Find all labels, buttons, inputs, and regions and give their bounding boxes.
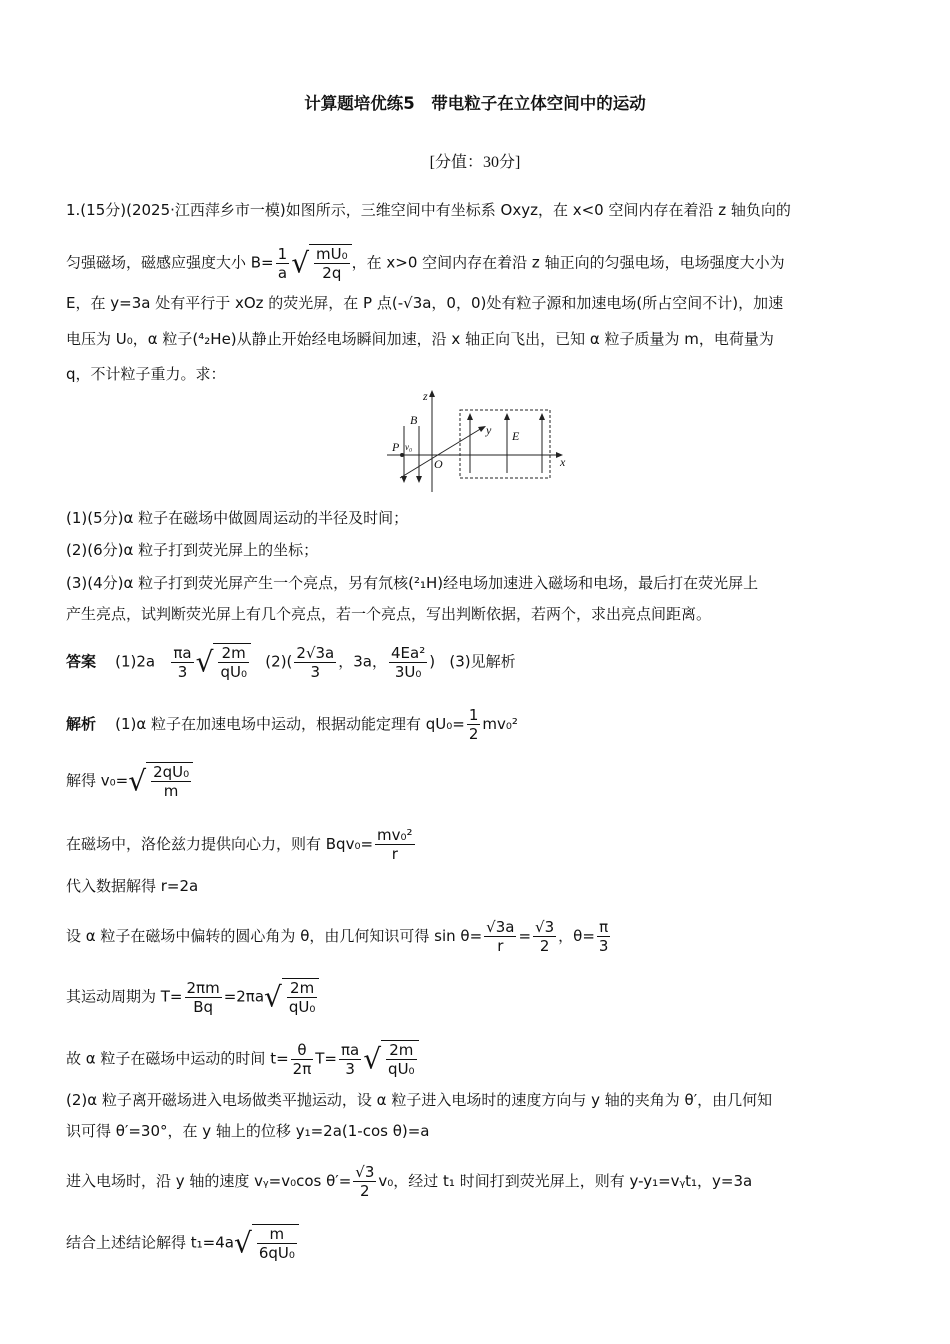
sub-question-1: (1)(5分)α 粒子在磁场中做圆周运动的半径及时间； xyxy=(66,509,409,527)
label-B: B xyxy=(410,413,418,427)
label-x: x xyxy=(560,455,566,469)
label-v0: v₀ xyxy=(405,442,413,452)
solution-s9b: v₀，经过 t₁ 时间打到荧光屏上，则有 y-y₁=vᵧt₁，y=3a xyxy=(378,1172,753,1190)
sub-question-3a: (3)(4分)α 粒子打到荧光屏产生一个亮点，另有氘核(²₁H)经电场加速进入磁场和电场，最后打在荧光屏上 xyxy=(66,574,759,592)
sub-question-2: (2)(6分)α 粒子打到荧光屏上的坐标； xyxy=(66,541,319,559)
frac-num: π xyxy=(597,918,611,937)
q1-line4: 电压为 U₀，α 粒子(⁴₂He)从静止开始经电场瞬间加速，沿 x 轴正向飞出，已知 α 粒子质量为 m，电荷量为 xyxy=(66,330,774,348)
frac-num: 2m xyxy=(287,979,318,998)
solution-s5b: ，θ= xyxy=(558,927,595,945)
q1-line5: q，不计粒子重力。求： xyxy=(66,365,226,383)
label-E: E xyxy=(512,429,520,443)
frac-num: 1 xyxy=(468,706,479,724)
frac-2pim-Bq xyxy=(185,979,222,1016)
frac-den: m xyxy=(163,782,179,800)
frac-num: 2m xyxy=(218,644,249,663)
solution-s7: 故 α 粒子在磁场中运动的时间 t= xyxy=(66,1049,289,1068)
label-y: y xyxy=(486,423,492,437)
frac-pia-3 xyxy=(339,1041,361,1078)
solution-line-10 xyxy=(66,1224,299,1262)
frac-den: 2q xyxy=(322,264,342,282)
score-label: [分值：30分] xyxy=(429,154,521,171)
answer-3: (3)见解析 xyxy=(449,652,516,671)
frac-num: 2πm xyxy=(186,978,220,997)
frac-den: 3 xyxy=(310,662,321,681)
solution-s10: 结合上述结论解得 t₁=4a xyxy=(66,1233,234,1252)
frac-num: m xyxy=(257,1225,297,1244)
sqrt-2m-qU0: √ $\frac{2m}{\text{qU₀}}$ xyxy=(363,1040,418,1078)
sqrt-2m-qU0: √ $\frac{2m}{\text{qU₀}}$ xyxy=(196,643,251,681)
q1-line1: 1.(15分)(2025·江西萍乡市一模)如图所示，三维空间中有坐标系 Oxyz，在 x<0 空间内存在着沿 z 轴负向的 xyxy=(66,201,791,219)
solution-s1: (1)α 粒子在加速电场中运动，根据动能定理有 qU₀= xyxy=(115,715,465,733)
frac-num: √3 xyxy=(535,918,555,936)
label-O: O xyxy=(434,457,443,471)
solution-line-6 xyxy=(66,978,319,1016)
solution-s7b: T= xyxy=(315,1049,337,1068)
solution-line-1 xyxy=(66,706,518,743)
frac-den: r xyxy=(391,845,398,863)
frac-den: 2 xyxy=(468,725,479,743)
frac-num: 2qU₀ xyxy=(153,763,190,781)
answer-2b: ，3a， xyxy=(338,652,387,671)
frac-pi-3 xyxy=(597,918,611,955)
frac-num: πa xyxy=(173,643,192,662)
frac-mv02-r xyxy=(375,826,415,863)
solution-s9: 进入电场时，沿 y 轴的速度 vᵧ=v₀cos θ′= xyxy=(66,1172,352,1190)
frac-num: θ xyxy=(291,1041,314,1060)
frac-theta-2pi xyxy=(291,1041,314,1078)
frac-pia-3 xyxy=(171,644,193,681)
solution-s2: 解得 v₀= xyxy=(66,771,129,790)
frac-den: 3 xyxy=(598,937,609,955)
sqrt-mU0-2q: √ $\frac{\text{mU₀}}{2q}$ xyxy=(291,244,351,282)
frac-den: qU₀ xyxy=(220,663,247,681)
frac-num: √3 xyxy=(355,1163,375,1181)
q1-line3: E，在 y=3a 处有平行于 xOz 的荧光屏，在 P 点(-√3a，0，0)处有粒子源和加速电场(所占空间不计)，加速 xyxy=(66,294,784,312)
frac-den: qU₀ xyxy=(288,998,316,1016)
frac-num: 1 xyxy=(277,244,288,263)
frac-den: 2 xyxy=(539,937,550,955)
answer-1: (1)2a xyxy=(115,652,156,671)
frac-num: mv₀² xyxy=(377,826,413,844)
frac-num: 4Ea² xyxy=(391,643,426,662)
label-z: z xyxy=(423,389,428,403)
solution-line-7 xyxy=(66,1040,419,1078)
answer-2: (2)( xyxy=(265,652,293,671)
solution-line-3 xyxy=(66,826,417,863)
frac-den: 2π xyxy=(292,1059,312,1078)
solution-line-4: 代入数据解得 r=2a xyxy=(66,877,199,895)
answer-2c: ) xyxy=(429,652,436,671)
solution-s6: 其运动周期为 T= xyxy=(66,987,183,1006)
frac-den: r xyxy=(497,937,504,955)
q1-line2-a: 匀强磁场，磁感应强度大小 B= xyxy=(66,253,274,272)
e-field-region xyxy=(460,410,550,478)
frac-den: a xyxy=(277,263,288,282)
solution-s1b: mv₀² xyxy=(482,715,518,733)
frac-num: 2m xyxy=(386,1041,417,1060)
sub-question-3b: 产生亮点，试判断荧光屏上有几个亮点，若一个亮点，写出判断依据，若两个，求出亮点间距离。 xyxy=(66,605,712,623)
frac-num: √3a xyxy=(486,918,515,936)
frac-sqrt3-2 xyxy=(533,918,556,955)
frac-den: qU₀ xyxy=(388,1060,415,1078)
frac-1-2 xyxy=(467,706,481,743)
solution-line-8a: (2)α 粒子离开磁场进入电场做类平抛运动，设 α 粒子进入电场时的速度方向与 y 轴的夹角为 θ′，由几何知 xyxy=(66,1091,773,1109)
solution-line-9 xyxy=(66,1163,752,1200)
frac-sqrt3-2 xyxy=(353,1163,376,1200)
frac-1-a xyxy=(276,245,290,282)
label-P: P xyxy=(392,440,400,454)
answer-label: 答案 xyxy=(66,652,97,671)
solution-line-2 xyxy=(66,762,193,800)
solution-line-8b: 识可得 θ′=30°，在 y 轴上的位移 y₁=2a(1-cos θ)=a xyxy=(66,1122,430,1140)
frac-den: 3 xyxy=(177,662,188,681)
frac-4Ea2-3U0 xyxy=(389,644,427,681)
frac-den: 6qU₀ xyxy=(258,1244,295,1262)
q1-line2 xyxy=(66,244,785,282)
frac-den: 2 xyxy=(360,1182,370,1200)
page-title: 计算题培优练5 带电粒子在立体空间中的运动 xyxy=(304,94,646,113)
frac-den: 3U₀ xyxy=(394,662,422,681)
solution-line-5: 设 α 粒子在磁场中偏转的圆心角为 θ，由几何知识可得 sin θ= $\frac{√3a}{r}$ = $\frac{√3}{2}$ ，θ= $\frac{\pi}{3}$ xyxy=(66,918,609,955)
answer-line xyxy=(66,643,516,681)
solution-s5: 设 α 粒子在磁场中偏转的圆心角为 θ，由几何知识可得 sin θ= xyxy=(66,927,483,945)
frac-2sqrt3a-3 xyxy=(294,644,336,681)
sqrt-2qU0-m: √ $\frac{\text{2qU₀}}{m}$ xyxy=(128,762,193,800)
frac-num: πa xyxy=(340,1040,360,1059)
solution-s6b: =2πa xyxy=(223,987,265,1006)
sqrt-2m-qU0: √ $\frac{2m}{\text{qU₀}}$ xyxy=(264,978,319,1016)
frac-num: 2√3a xyxy=(296,643,335,662)
frac-sqrt3a-r xyxy=(484,918,516,955)
frac-num: mU₀ xyxy=(316,245,348,263)
solution-label: 解析 xyxy=(66,715,97,733)
frac-den: Bq xyxy=(193,997,213,1016)
q1-line2-b: ，在 x>0 空间内存在着沿 z 轴正向的匀强电场，电场强度大小为 xyxy=(351,253,785,272)
solution-s3: 在磁场中，洛伦兹力提供向心力，则有 Bqv₀= xyxy=(66,835,374,853)
coordinate-figure xyxy=(382,388,592,498)
sqrt-m-6qU0: √ $\frac{m}{\text{6qU₀}}$ xyxy=(234,1224,299,1262)
frac-den: 3 xyxy=(345,1059,355,1078)
